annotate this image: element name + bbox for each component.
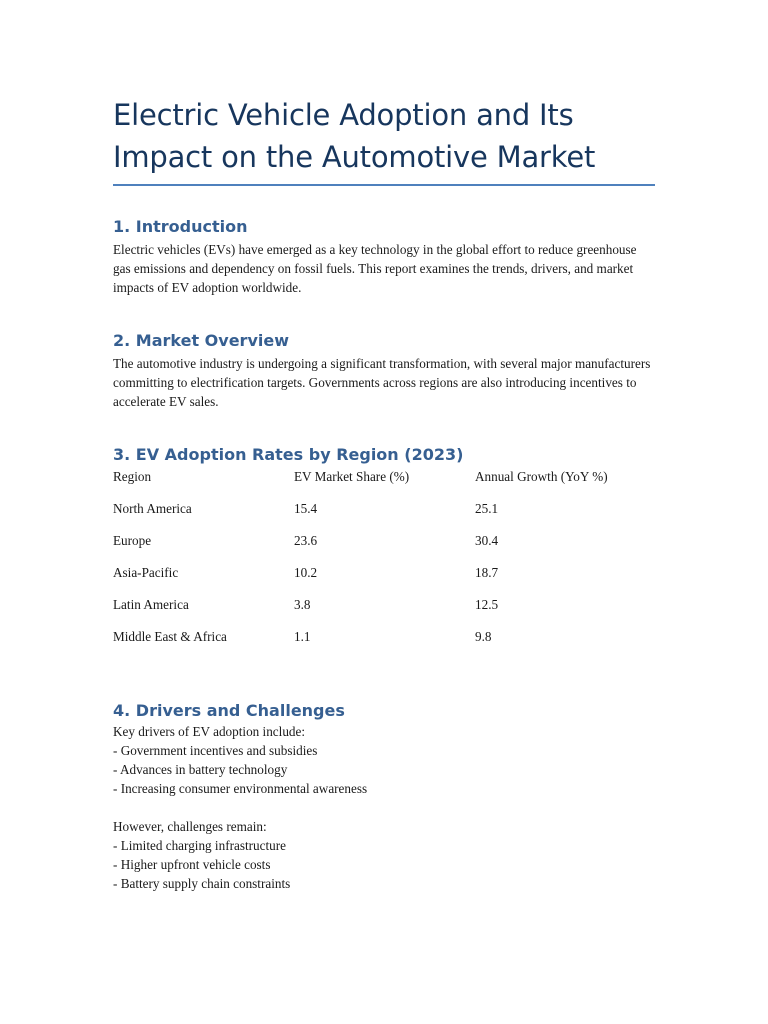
cell-region: Middle East & Africa: [113, 629, 227, 644]
cell-annual-growth: 30.4: [475, 533, 499, 548]
table-row: [113, 595, 655, 627]
document-page: [113, 94, 655, 893]
column-header-market-share: EV Market Share (%): [294, 469, 410, 484]
column-header-region: Region: [113, 469, 152, 484]
cell-annual-growth: 18.7: [475, 565, 499, 580]
market-overview-paragraph: The automotive industry is undergoing a significant transformation, with several major manufacturers committing to electrification targets. Governments across regions are also introducing incentives to accelerate EV sales.: [113, 356, 651, 409]
cell-region: Asia-Pacific: [113, 565, 179, 580]
cell-annual-growth: 9.8: [475, 629, 492, 644]
cell-annual-growth: 25.1: [475, 501, 499, 516]
cell-region: Latin America: [113, 597, 189, 612]
adoption-rates-heading: 3. EV Adoption Rates by Region (2023): [113, 445, 464, 464]
cell-market-share: 23.6: [294, 533, 318, 548]
table-row: [113, 627, 655, 659]
introduction-heading: 1. Introduction: [113, 217, 248, 236]
table-row: [113, 499, 655, 531]
table-row: [113, 563, 655, 595]
drivers-challenges-paragraph: Key drivers of EV adoption include: - Government incentives and subsidies - Advances in battery technology - Increasing consumer environmental awareness However, challenges remain: - Limited charging infrastructure - Higher upfront vehicle costs - Battery supply chain constraints: [113, 724, 368, 891]
cell-market-share: 1.1: [294, 629, 311, 644]
adoption-rates-table: [113, 467, 655, 659]
introduction-paragraph: Electric vehicles (EVs) have emerged as a key technology in the global effort to reduce greenhouse gas emissions and dependency on fossil fuels. This report examines the trends, drivers, and market impacts of EV adoption worldwide.: [113, 242, 637, 295]
column-header-annual-growth: Annual Growth (YoY %): [475, 469, 608, 484]
cell-annual-growth: 12.5: [475, 597, 499, 612]
cell-market-share: 10.2: [294, 565, 318, 580]
document-title: Electric Vehicle Adoption and Its Impact on the Automotive Market: [113, 94, 655, 186]
cell-region: Europe: [113, 533, 152, 548]
cell-market-share: 3.8: [294, 597, 311, 612]
cell-market-share: 15.4: [294, 501, 318, 516]
market-overview-heading: 2. Market Overview: [113, 331, 289, 350]
drivers-challenges-heading: 4. Drivers and Challenges: [113, 701, 345, 720]
cell-region: North America: [113, 501, 192, 516]
table-row: [113, 531, 655, 563]
table-header-row: [113, 467, 655, 499]
